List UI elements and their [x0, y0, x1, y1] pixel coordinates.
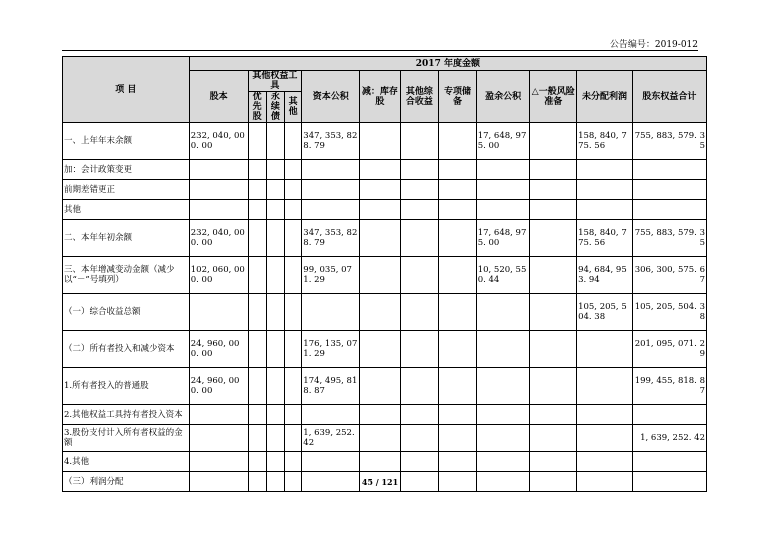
- cell-capital-reserve: [302, 180, 360, 200]
- table-row: [63, 220, 707, 257]
- cell-surplus-reserve: [476, 160, 530, 180]
- cell-preferred-stock: [248, 452, 266, 472]
- cell-general-risk-reserve: [530, 123, 577, 160]
- cell-oci: [400, 425, 439, 452]
- cell-capital-reserve: 347, 353, 828. 79: [302, 220, 360, 257]
- cell-share-capital: 232, 040, 000. 00: [189, 123, 248, 160]
- cell-total-equity: [632, 200, 706, 220]
- cell-perpetual-bond: [266, 123, 284, 160]
- cell-retained-earnings: [577, 425, 633, 452]
- row-item-label: 其他: [63, 200, 190, 220]
- cell-total-equity: 105, 205, 504. 38: [632, 294, 706, 331]
- cell-total-equity: [632, 405, 706, 425]
- cell-other-instruments: [285, 180, 302, 200]
- cell-special-reserve: [439, 368, 477, 405]
- cell-special-reserve: [439, 123, 477, 160]
- header-surplus-reserve: 盈余公积: [476, 71, 530, 123]
- cell-preferred-stock: [248, 368, 266, 405]
- cell-perpetual-bond: [266, 257, 284, 294]
- cell-oci: [400, 368, 439, 405]
- cell-oci: [400, 452, 439, 472]
- header-item: 项 目: [63, 57, 190, 123]
- header-share-capital: 股本: [189, 71, 248, 123]
- cell-share-capital: [189, 405, 248, 425]
- cell-capital-reserve: 1, 639, 252. 42: [302, 425, 360, 452]
- cell-oci: [400, 180, 439, 200]
- cell-preferred-stock: [248, 123, 266, 160]
- cell-total-equity: 755, 883, 579. 35: [632, 220, 706, 257]
- cell-oci: [400, 123, 439, 160]
- table-row: [63, 405, 707, 425]
- header-capital-reserve: 资本公积: [302, 71, 360, 123]
- cell-other-instruments: [285, 123, 302, 160]
- row-item-label: 二、本年年初余额: [63, 220, 190, 257]
- header-preferred-stock: 优先股: [248, 92, 266, 123]
- cell-other-instruments: [285, 425, 302, 452]
- cell-general-risk-reserve: [530, 257, 577, 294]
- cell-share-capital: [189, 160, 248, 180]
- cell-general-risk-reserve: [530, 368, 577, 405]
- cell-treasury-stock: [360, 331, 401, 368]
- cell-other-instruments: [285, 257, 302, 294]
- cell-capital-reserve: [302, 405, 360, 425]
- row-item-label: 加：会计政策变更: [63, 160, 190, 180]
- cell-surplus-reserve: [476, 368, 530, 405]
- cell-retained-earnings: [577, 180, 633, 200]
- page-number: 45 / 121: [361, 477, 399, 487]
- cell-preferred-stock: [248, 200, 266, 220]
- cell-retained-earnings: [577, 405, 633, 425]
- cell-special-reserve: [439, 331, 477, 368]
- cell-special-reserve: [439, 294, 477, 331]
- table-row: [63, 160, 707, 180]
- header-oci: 其他综合收益: [400, 71, 439, 123]
- cell-other-instruments: [285, 331, 302, 368]
- row-item-label: 三、本年增减变动金额（减少以“－”号填列）: [63, 257, 190, 294]
- cell-perpetual-bond: [266, 160, 284, 180]
- cell-preferred-stock: [248, 220, 266, 257]
- cell-general-risk-reserve: [530, 294, 577, 331]
- cell-other-instruments: [285, 294, 302, 331]
- cell-retained-earnings: [577, 368, 633, 405]
- cell-share-capital: [189, 294, 248, 331]
- row-item-label: 一、上年年末余额: [63, 123, 190, 160]
- table-row: [63, 123, 707, 160]
- cell-oci: [400, 160, 439, 180]
- cell-retained-earnings: [577, 452, 633, 472]
- cell-treasury-stock: [360, 123, 401, 160]
- cell-perpetual-bond: [266, 368, 284, 405]
- cell-perpetual-bond: [266, 331, 284, 368]
- cell-capital-reserve: 176, 135, 071. 29: [302, 331, 360, 368]
- cell-perpetual-bond: [266, 200, 284, 220]
- cell-special-reserve: [439, 160, 477, 180]
- cell-oci: [400, 294, 439, 331]
- header-general-risk-reserve: △一般风险准备: [530, 71, 577, 123]
- cell-perpetual-bond: [266, 294, 284, 331]
- cell-total-equity: 199, 455, 818. 87: [632, 368, 706, 405]
- cell-total-equity: [632, 160, 706, 180]
- table-row: [63, 294, 707, 331]
- cell-share-capital: [189, 180, 248, 200]
- cell-treasury-stock: [360, 160, 401, 180]
- cell-special-reserve: [439, 257, 477, 294]
- cell-capital-reserve: 174, 495, 818. 87: [302, 368, 360, 405]
- cell-preferred-stock: [248, 180, 266, 200]
- cell-share-capital: 24, 960, 000. 00: [189, 331, 248, 368]
- cell-perpetual-bond: [266, 452, 284, 472]
- cell-other-instruments: [285, 220, 302, 257]
- cell-total-equity: 1, 639, 252. 42: [632, 425, 706, 452]
- cell-total-equity: 201, 095, 071. 29: [632, 331, 706, 368]
- row-item-label: 3.股份支付计入所有者权益的金额: [63, 425, 190, 452]
- cell-perpetual-bond: [266, 425, 284, 452]
- cell-oci: [400, 257, 439, 294]
- row-item-label: （三）利润分配: [63, 472, 190, 492]
- cell-treasury-stock: [360, 452, 401, 472]
- cell-capital-reserve: [302, 200, 360, 220]
- cell-oci: [400, 405, 439, 425]
- row-item-label: 1.所有者投入的普通股: [63, 368, 190, 405]
- equity-change-table: [62, 56, 707, 492]
- cell-preferred-stock: [248, 257, 266, 294]
- header-rule: [62, 50, 698, 51]
- header-special-reserve: 专项储备: [439, 71, 477, 123]
- cell-oci: [400, 220, 439, 257]
- cell-share-capital: 232, 040, 000. 00: [189, 220, 248, 257]
- header-other-equity-instruments: 其他权益工具: [248, 71, 302, 92]
- cell-capital-reserve: [302, 452, 360, 472]
- cell-treasury-stock: [360, 200, 401, 220]
- announcement-number: 公告编号：2019-012: [609, 40, 698, 50]
- cell-capital-reserve: 347, 353, 828. 79: [302, 123, 360, 160]
- cell-total-equity: 306, 300, 575. 67: [632, 257, 706, 294]
- header-treasury-stock: 减：库存股: [360, 71, 401, 123]
- cell-treasury-stock: [360, 294, 401, 331]
- cell-general-risk-reserve: [530, 331, 577, 368]
- cell-other-instruments: [285, 160, 302, 180]
- cell-general-risk-reserve: [530, 425, 577, 452]
- cell-perpetual-bond: [266, 180, 284, 200]
- cell-general-risk-reserve: [530, 220, 577, 257]
- cell-treasury-stock: [360, 180, 401, 200]
- cell-share-capital: [189, 452, 248, 472]
- cell-capital-reserve: [302, 160, 360, 180]
- cell-treasury-stock: [360, 257, 401, 294]
- table-row: [63, 368, 707, 405]
- cell-retained-earnings: [577, 200, 633, 220]
- cell-general-risk-reserve: [530, 452, 577, 472]
- cell-capital-reserve: [302, 294, 360, 331]
- cell-preferred-stock: [248, 331, 266, 368]
- header-other-instruments: 其他: [285, 92, 302, 123]
- cell-total-equity: [632, 180, 706, 200]
- cell-special-reserve: [439, 180, 477, 200]
- cell-surplus-reserve: [476, 331, 530, 368]
- row-item-label: （一）综合收益总额: [63, 294, 190, 331]
- cell-surplus-reserve: [476, 200, 530, 220]
- cell-total-equity: [632, 452, 706, 472]
- cell-perpetual-bond: [266, 220, 284, 257]
- row-item-label: 4.其他: [63, 452, 190, 472]
- cell-perpetual-bond: [266, 405, 284, 425]
- header-period: 2017 年度金额: [189, 57, 706, 71]
- cell-special-reserve: [439, 220, 477, 257]
- cell-preferred-stock: [248, 160, 266, 180]
- cell-retained-earnings: 94, 684, 953. 94: [577, 257, 633, 294]
- cell-general-risk-reserve: [530, 405, 577, 425]
- cell-retained-earnings: 158, 840, 775. 56: [577, 123, 633, 160]
- table-row: [63, 257, 707, 294]
- cell-other-instruments: [285, 452, 302, 472]
- cell-surplus-reserve: [476, 425, 530, 452]
- cell-other-instruments: [285, 368, 302, 405]
- table-row: [63, 200, 707, 220]
- cell-surplus-reserve: 17, 648, 975. 00: [476, 220, 530, 257]
- table-row: [63, 425, 707, 452]
- table-row: [63, 331, 707, 368]
- cell-surplus-reserve: [476, 452, 530, 472]
- cell-other-instruments: [285, 200, 302, 220]
- cell-preferred-stock: [248, 294, 266, 331]
- cell-treasury-stock: [360, 368, 401, 405]
- cell-oci: [400, 331, 439, 368]
- cell-capital-reserve: 99, 035, 071. 29: [302, 257, 360, 294]
- table-row: [63, 180, 707, 200]
- cell-special-reserve: [439, 425, 477, 452]
- cell-preferred-stock: [248, 425, 266, 452]
- header-perpetual-bond: 永续债: [266, 92, 284, 123]
- row-item-label: 2.其他权益工具持有者投入资本: [63, 405, 190, 425]
- cell-share-capital: [189, 425, 248, 452]
- cell-special-reserve: [439, 452, 477, 472]
- cell-retained-earnings: [577, 331, 633, 368]
- cell-share-capital: 24, 960, 000. 00: [189, 368, 248, 405]
- table-row: [63, 452, 707, 472]
- cell-retained-earnings: 158, 840, 775. 56: [577, 220, 633, 257]
- row-item-label: （二）所有者投入和减少资本: [63, 331, 190, 368]
- cell-oci: [400, 200, 439, 220]
- cell-preferred-stock: [248, 405, 266, 425]
- cell-special-reserve: [439, 200, 477, 220]
- cell-general-risk-reserve: [530, 180, 577, 200]
- cell-treasury-stock: [360, 405, 401, 425]
- cell-total-equity: 755, 883, 579. 35: [632, 123, 706, 160]
- cell-general-risk-reserve: [530, 200, 577, 220]
- cell-surplus-reserve: 17, 648, 975. 00: [476, 123, 530, 160]
- cell-treasury-stock: [360, 220, 401, 257]
- cell-general-risk-reserve: [530, 160, 577, 180]
- cell-retained-earnings: 105, 205, 504. 38: [577, 294, 633, 331]
- row-item-label: 前期差错更正: [63, 180, 190, 200]
- cell-share-capital: 102, 060, 000. 00: [189, 257, 248, 294]
- cell-share-capital: [189, 200, 248, 220]
- cell-special-reserve: [439, 405, 477, 425]
- cell-other-instruments: [285, 405, 302, 425]
- cell-surplus-reserve: [476, 180, 530, 200]
- header-retained-earnings: 未分配利润: [577, 71, 633, 123]
- cell-surplus-reserve: [476, 405, 530, 425]
- header-total-equity: 股东权益合计: [632, 71, 706, 123]
- cell-surplus-reserve: [476, 294, 530, 331]
- cell-retained-earnings: [577, 160, 633, 180]
- cell-treasury-stock: [360, 425, 401, 452]
- cell-surplus-reserve: 10, 520, 550. 44: [476, 257, 530, 294]
